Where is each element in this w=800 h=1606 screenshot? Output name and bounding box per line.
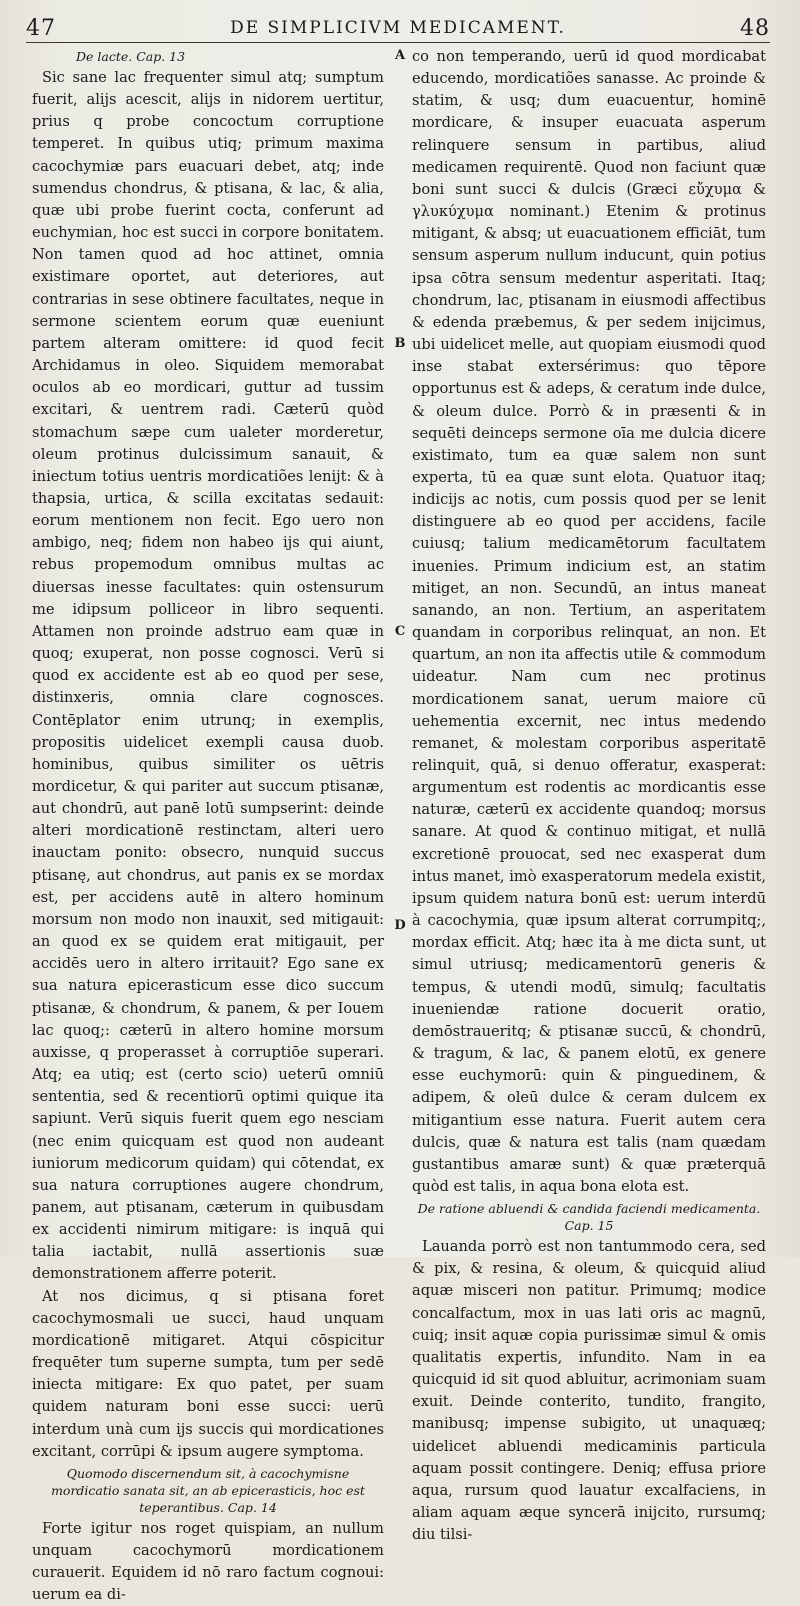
left-column [32, 46, 384, 1606]
right-column [412, 46, 766, 1546]
chapter-heading-15: De ratione abluendi & candida faciendi medicamenta. Cap. 15 [417, 1201, 761, 1234]
chapter-heading-13: De lacte. Cap. 13 [76, 49, 186, 64]
margin-marker-c: C [394, 624, 406, 639]
paragraph: At nos dicimus, q si ptisana foret cacochymosmali ue succi, haud unquam mordicationē mitigaret. Atqui cōspicitur frequēter tum superne sumpta, tum per sedē iniecta mitigare: Ex quo patet, per suam quidem naturam boni esse succi: uerū interdum unà cum ijs succis qui mordicationes excitant, corrūpi & ipsum augere symptoma. [32, 1287, 384, 1460]
margin-marker-b: B [394, 336, 406, 351]
paragraph: Sic sane lac frequenter simul atq; sumptum fuerit, alijs acescit, alijs in nidorem uertitur, prius q probe concoctum corruptione temperet. In quibus utiq; primum maxima cacochymiæ pars euacuari debet, atq; inde sumendus chondrus, & ptisana, & lac, & alia, quæ ubi probe fuerint cocta, conferunt ad euchymian, hoc est succi in corpore bonitatem. Non tamen quod ad hoc attinet, omnia existimare oportet, aut deteriores, aut contrarias in sese obtinere facultates, neque in sermone scientem eorum quæ eueniunt partem alteram omittere: id quod fecit Archidamus in oleo. Siquidem memorabat oculos ab eo mordicari, guttur ad tussim excitari, & uentrem radi. Cæterū quòd stomachum sæpe cum ualeter morderetur, oleum protinus dulcissimum sanauit, & iniectum totius uentris mordicatiões lenijt: & à thapsia, urtica, & scilla excitatas sedauit: eorum mentionem non fecit. Ego uero non ambigo, neq; fidem non habeo ijs qui aiunt, rebus propemodum omnibus multas ac diuersas inesse facultates: quin ostensurum me idipsum polliceor in libro sequenti. Attamen non proinde adstruo eam quæ in quoq; exuperat, non posse cognosci. Verū si quod ex accidente est ab eo quod per sese, distinxeris, omnia clare cognosces. Contēplator enim utrunq; in exemplis, propositis uidelicet exempli causa duob. hominibus, quibus similiter os uētris mordicetur, & qui pariter aut succum ptisanæ, aut chondrū, aut panē lotū sumpserint: deinde alteri mordicationē restinctam, alteri uero inauctam ponito: obsecro, nunquid succus ptisanę, aut chondrus, aut panis ex se mordax est, per accidens autē in altero hominum morsum non modo non inauxit, sed mitigauit: an quod ex se quidem erat mitigauit, per accidēs uero in altero irritauit? Ego sane ex sua natura epicerasticum esse dico succum ptisanæ, & chondrum, & panem, & per Iouem lac quoq;: cæterū in altero homine morsum auxisse, q properasset à corruptiōe superari. Atq; ea utiq; est (certo scio) ueterū omniū sententia, sed & recentiorū optimi quique ita sapiunt. Verū siquis fuerit quem ego nesciam (nec enim quicquam est quod non audeant iuniorum medicorum quidam) qui cōtendat, ex sua natura corruptiones augere chondrum, panem, aut ptisanam, cæterum in quibusdam ex accidenti nimirum mitigare: is inquā qui talia iactabit, nullā assertionis suæ demonstrationem afferre poterit. [32, 69, 384, 1283]
margin-marker-d: D [394, 918, 406, 933]
paragraph: co non temperando, uerū id quod mordicabat educendo, mordicatiões sanasse. Ac proinde & statim, & usq; dum euacuentur, hominē mordicare, & insuper euacuata asperum relinquere sensum in partibus, aliud medicamen requirentē. Quod non faciunt quæ boni sunt succi & dulcis (Græci εὔχυμα & γλυκύχυμα nominant.) Etenim & protinus mitigant, & absq; ut euacuationem efficiāt, tum sensum asperum nullum inducunt, quin potius ipsa cōtra sensum medentur asperitati. Itaq; chondrum, lac, ptisanam in eiusmodi affectibus & edenda præbemus, & per sedem inijcimus, ubi uidelicet melle, aut quopiam eiusmodi quod inse stabat extersérimus: quo tēpore opportunus est & adeps, & ceratum inde dulce, & oleum dulce. Porrò & in præsenti & in sequēti deinceps sermone oīa me dulcia dicere existimato, tum ea quæ salem non sunt experta, tū ea quæ sunt elota. Quatuor itaq; indicijs ac notis, cum possis quod per se lenit distinguere ab eo quod per accidens, facile cuiusq; talium medicamētorum facultatem inuenies. Primum indicium est, an statim mitiget, an non. Secundū, an intus maneat sanando, an non. Tertium, an asperitatem quandam in corporibus relinquat, an non. Et quartum, an non ita affectis utile & commodum uideatur. Nam cum nec protinus mordicationem sanat, uerum maiore cū uehementia excernit, nec intus medendo remanet, & molestam corporibus asperitatē relinquit, quā, si denuo offeratur, exasperat: argumentum est rodentis ac mordicantis esse naturæ, cæterū ex accidente quandoq; morsus sanare. At quod & continuo mitigat, et nullā excretionē prouocat, sed nec exasperat dum intus manet, imò exasperatorum medela existit, ipsum quidem natura bonū est: uerum interdū à cacochymia, quæ ipsum alterat corrumpitq;, mordax efficit. Atq; hæc ita à me dicta sunt, ut simul utriusq; medicamentorū generis & tempus, & utendi modū, simulq; facultatis inueniendæ ratione docuerit oratio, demōstraueritq; & ptisanæ succū, & chondrū, & tragum, & lac, & panem elotū, ex genere esse euchymorū: quin & pinguedinem, & adipem, & oleū dulce & ceram dulcem ex mitigantium esse natura. Fuerit autem cera dulcis, quæ & natura est talis (nam quædam gustantibus amaræ sunt) & quæ præterquā quòd est talis, in aqua bona elota est. [412, 48, 766, 1195]
margin-markers [392, 0, 408, 1257]
right-page-number: 48 [740, 16, 770, 41]
running-title: DE SIMPLICIVM MEDICAMENT. [230, 18, 566, 38]
paragraph: Forte igitur nos roget quispiam, an nullum unquam cacochymorū mordicationem curauerit. Equidem id nō raro factum cognoui: uerum ea di- [32, 1519, 384, 1604]
paragraph: Lauanda porrò est non tantummodo cera, sed & pix, & resina, & oleum, & quicquid aliud aquæ misceri non patitur. Primumq; modice concalfactum, mox in uas lati oris ac magnū, cuiq; insit aquæ copia purissimæ simul & omis qualitatis expertis, infundito. Nam in ea quicquid id sit quod abluitur, acrimoniam suam exuit. Deinde conterito, tundito, frangito, manibusq; impense subigito, ut unaquæq; uidelicet abluendi medicaminis particula aquam possit contingere. Deniq; effusa priore aqua, rursum quod lauatur excalfaciens, in aliam aquam æque syncerā inijcito, rursumq; diu tilsi- [412, 1238, 766, 1544]
chapter-heading-14: Quomodo discernendum sit, à cacochymisne mordicatio sanata sit, an ab epicerasticis, hoc est teperantibus. Cap. 14 [51, 1465, 365, 1515]
margin-marker-a: A [394, 48, 406, 63]
left-page-number: 47 [26, 16, 56, 41]
